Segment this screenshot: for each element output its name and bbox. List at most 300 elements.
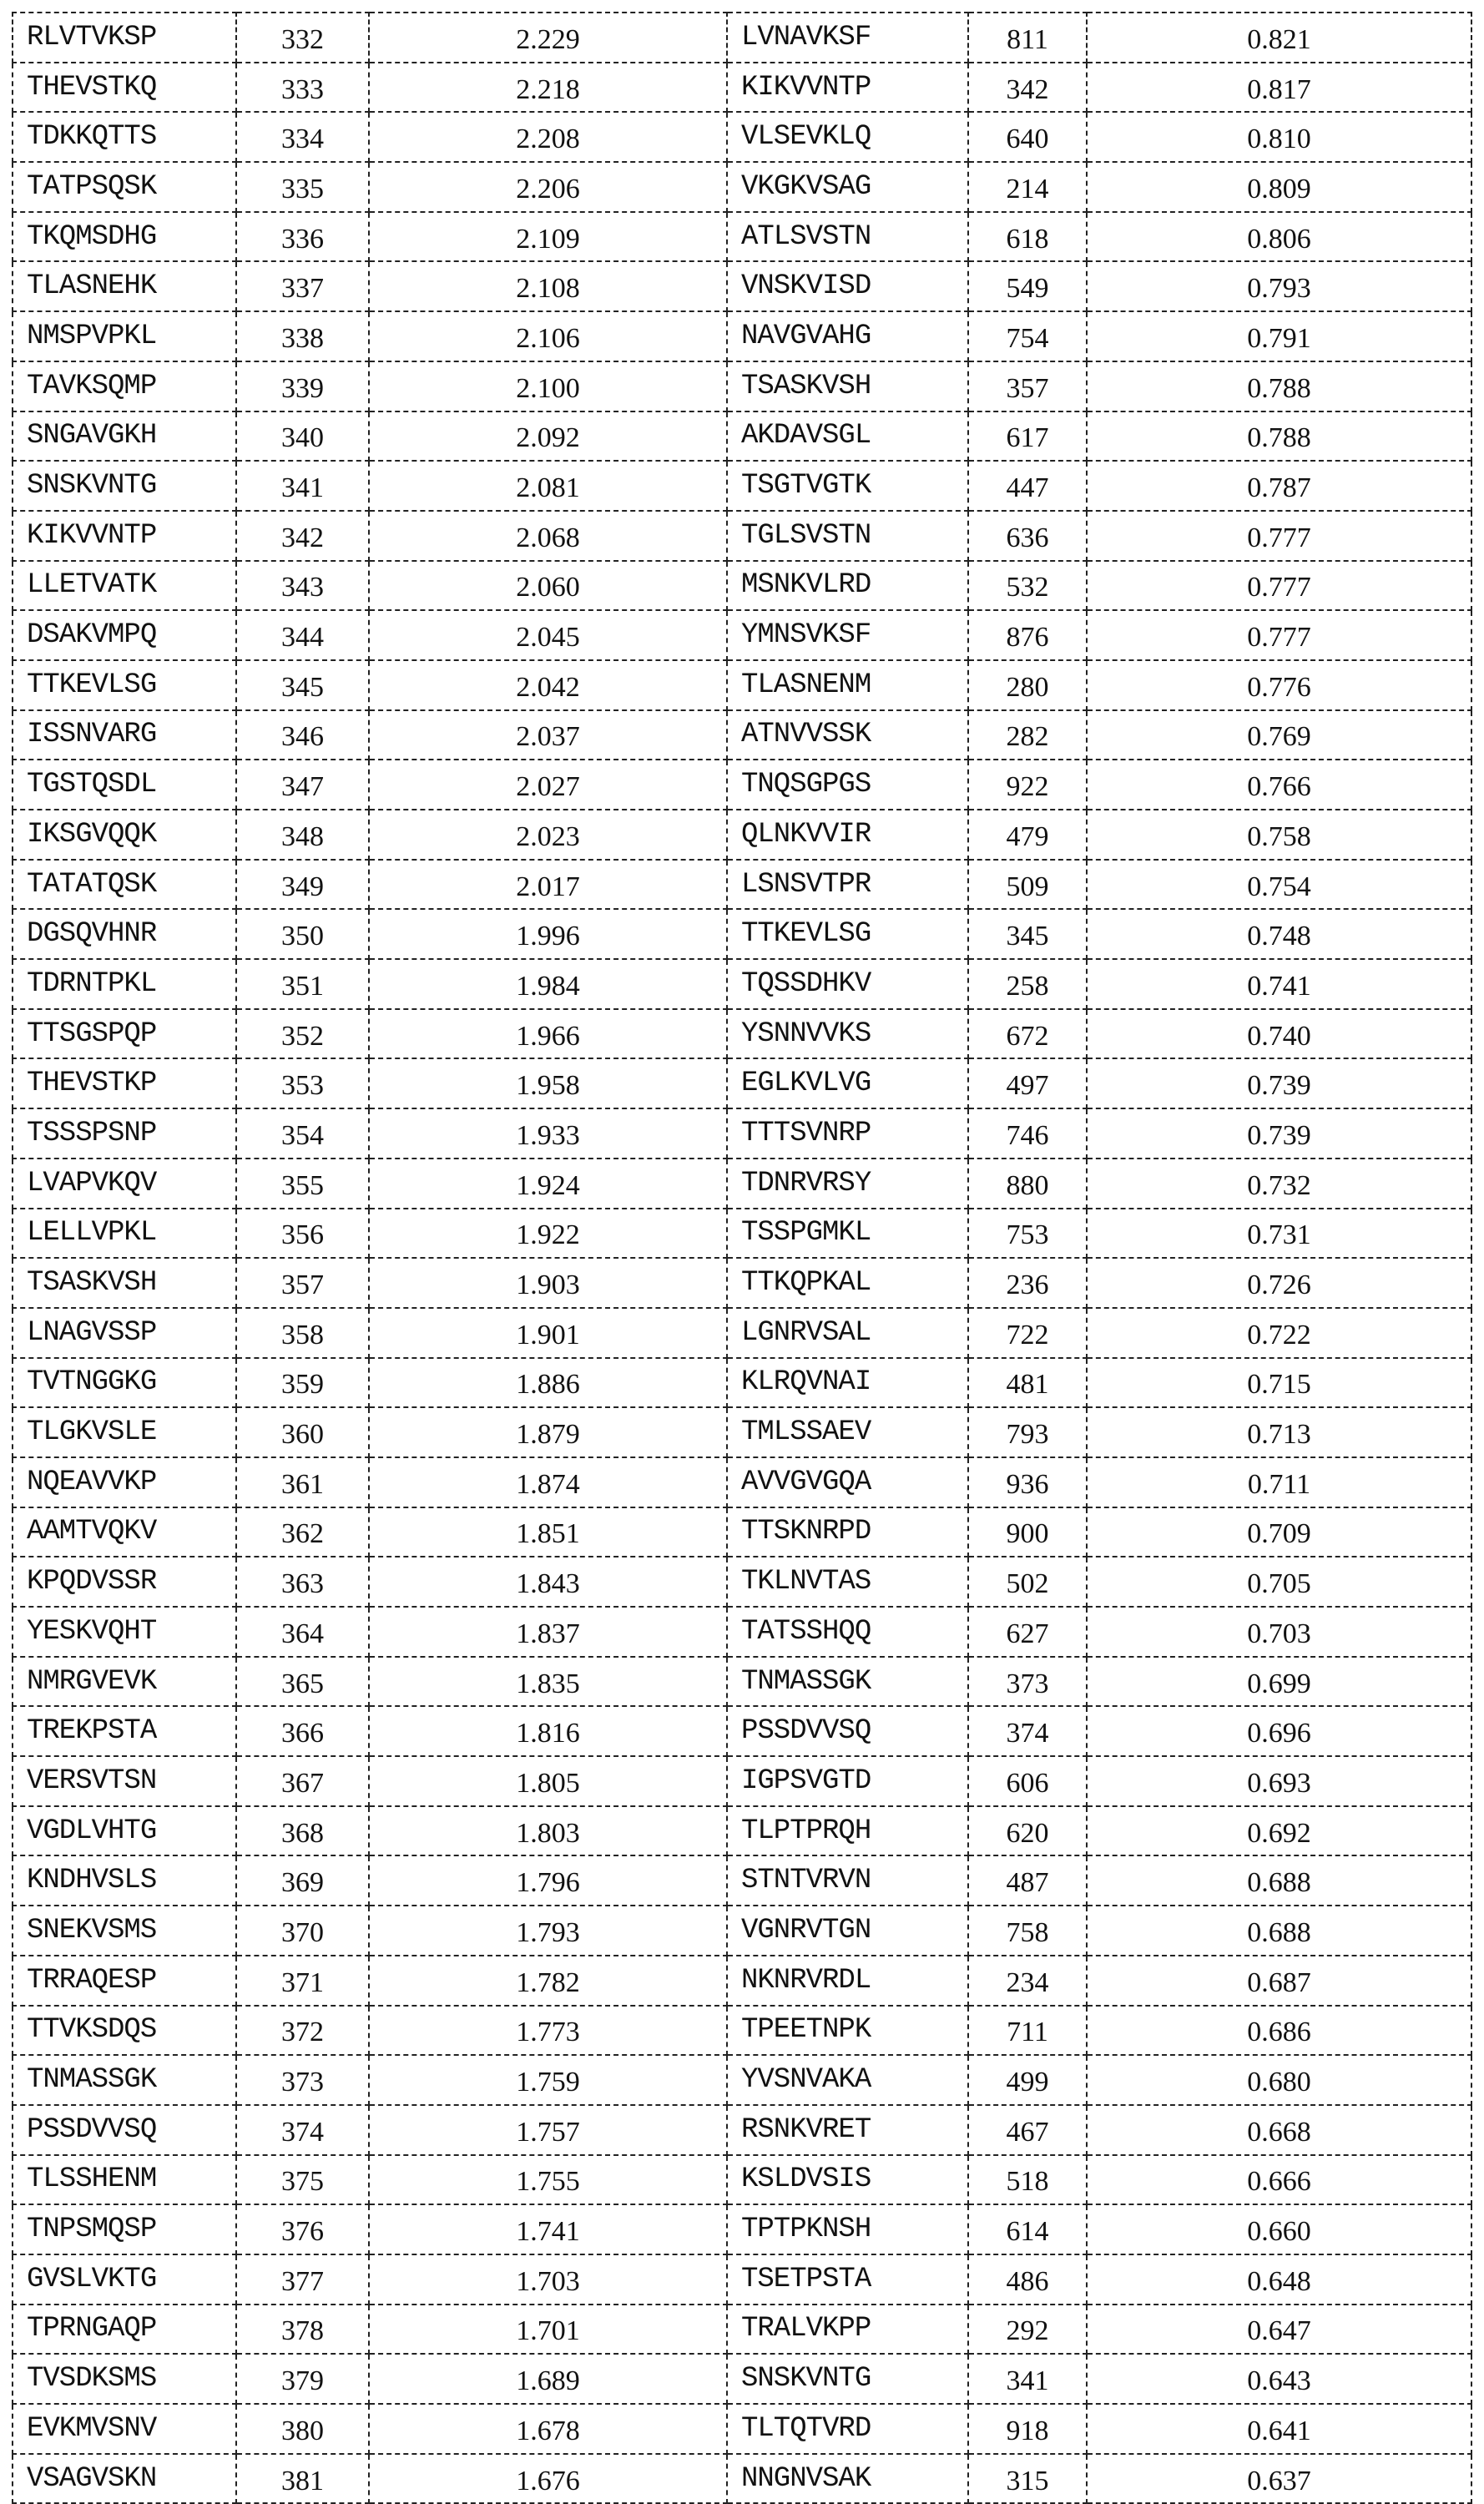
peptide-score-table [12,12,1472,2504]
sequence-cell: TVSDKSMS [13,2354,236,2404]
sequence-cell: TKLNVTAS [727,1557,968,1607]
sequence-cell: TGLSVSTN [727,511,968,561]
table-row [13,162,1471,212]
id-cell: 380 [236,2404,369,2454]
id-cell: 711 [968,2006,1087,2056]
sequence-cell: TLTQTVRD [727,2404,968,2454]
id-cell: 373 [968,1657,1087,1707]
id-cell: 340 [236,411,369,462]
id-cell: 378 [236,2305,369,2355]
table-row [13,461,1471,511]
table-row [13,1906,1471,1956]
score-cell: 1.805 [369,1756,727,1806]
id-cell: 499 [968,2055,1087,2105]
id-cell: 900 [968,1507,1087,1557]
table-row [13,1756,1471,1806]
id-cell: 753 [968,1209,1087,1259]
score-cell: 0.732 [1087,1159,1471,1209]
id-cell: 336 [236,212,369,262]
sequence-cell: TGSTQSDL [13,760,236,810]
table-row [13,610,1471,660]
id-cell: 234 [968,1956,1087,2006]
sequence-cell: TNMASSGK [727,1657,968,1707]
score-cell: 0.643 [1087,2354,1471,2404]
score-cell: 1.837 [369,1607,727,1657]
id-cell: 487 [968,1855,1087,1906]
id-cell: 352 [236,1009,369,1059]
table-row [13,1209,1471,1259]
score-cell: 1.796 [369,1855,727,1906]
table-row [13,411,1471,462]
score-cell: 1.958 [369,1058,727,1108]
score-cell: 0.687 [1087,1956,1471,2006]
sequence-cell: IKSGVQQK [13,810,236,860]
id-cell: 640 [968,112,1087,162]
score-cell: 2.092 [369,411,727,462]
sequence-cell: YVSNVAKA [727,2055,968,2105]
sequence-cell: DGSQVHNR [13,909,236,959]
score-cell: 0.648 [1087,2254,1471,2305]
id-cell: 532 [968,561,1087,611]
id-cell: 348 [236,810,369,860]
sequence-cell: ATLSVSTN [727,212,968,262]
sequence-cell: IGPSVGTD [727,1756,968,1806]
score-cell: 1.879 [369,1407,727,1457]
id-cell: 354 [236,1108,369,1159]
table-row [13,2354,1471,2404]
sequence-cell: ISSNVARG [13,710,236,760]
sequence-cell: TTKEVLSG [13,660,236,710]
table-row [13,860,1471,910]
score-cell: 1.996 [369,909,727,959]
sequence-cell: YMNSVKSF [727,610,968,660]
score-cell: 0.776 [1087,660,1471,710]
score-cell: 1.984 [369,959,727,1009]
id-cell: 280 [968,660,1087,710]
sequence-cell: VERSVTSN [13,1756,236,1806]
table-row [13,2404,1471,2454]
id-cell: 722 [968,1308,1087,1358]
id-cell: 333 [236,63,369,113]
sequence-cell: SNSKVNTG [13,461,236,511]
score-cell: 0.715 [1087,1358,1471,1408]
sequence-cell: VNSKVISD [727,261,968,311]
table-row [13,1507,1471,1557]
sequence-cell: NMSPVPKL [13,311,236,361]
score-cell: 0.787 [1087,461,1471,511]
id-cell: 365 [236,1657,369,1707]
sequence-cell: DSAKVMPQ [13,610,236,660]
score-cell: 2.208 [369,112,727,162]
sequence-cell: VGDLVHTG [13,1806,236,1856]
score-cell: 0.739 [1087,1058,1471,1108]
score-cell: 1.843 [369,1557,727,1607]
score-cell: 0.713 [1087,1407,1471,1457]
score-cell: 0.688 [1087,1855,1471,1906]
table-row [13,810,1471,860]
score-cell: 0.688 [1087,1906,1471,1956]
sequence-cell: TTKQPKAL [727,1258,968,1308]
score-cell: 2.109 [369,212,727,262]
score-cell: 1.816 [369,1706,727,1756]
sequence-cell: THEVSTKQ [13,63,236,113]
score-cell: 0.748 [1087,909,1471,959]
sequence-cell: NAVGVAHG [727,311,968,361]
id-cell: 880 [968,1159,1087,1209]
id-cell: 486 [968,2254,1087,2305]
sequence-cell: TLGKVSLE [13,1407,236,1457]
id-cell: 332 [236,13,369,63]
table-row [13,1657,1471,1707]
score-cell: 1.886 [369,1358,727,1408]
table-row [13,261,1471,311]
sequence-cell: SNSKVNTG [727,2354,968,2404]
score-cell: 0.739 [1087,1108,1471,1159]
sequence-cell: LLETVATK [13,561,236,611]
score-cell: 0.692 [1087,1806,1471,1856]
score-cell: 0.699 [1087,1657,1471,1707]
score-cell: 2.045 [369,610,727,660]
score-cell: 1.874 [369,1457,727,1507]
score-cell: 1.835 [369,1657,727,1707]
score-cell: 2.206 [369,162,727,212]
id-cell: 379 [236,2354,369,2404]
id-cell: 617 [968,411,1087,462]
id-cell: 353 [236,1058,369,1108]
score-cell: 2.100 [369,361,727,411]
id-cell: 367 [236,1756,369,1806]
sequence-cell: VLSEVKLQ [727,112,968,162]
table-row [13,1159,1471,1209]
id-cell: 372 [236,2006,369,2056]
score-cell: 2.042 [369,660,727,710]
score-cell: 1.741 [369,2204,727,2254]
sequence-cell: EGLKVLVG [727,1058,968,1108]
score-cell: 2.108 [369,261,727,311]
score-cell: 0.777 [1087,511,1471,561]
id-cell: 359 [236,1358,369,1408]
sequence-cell: QLNKVVIR [727,810,968,860]
id-cell: 346 [236,710,369,760]
id-cell: 370 [236,1906,369,1956]
id-cell: 362 [236,1507,369,1557]
table-row [13,959,1471,1009]
table-row [13,660,1471,710]
table-row [13,1806,1471,1856]
score-cell: 0.777 [1087,561,1471,611]
sequence-cell: STNTVRVN [727,1855,968,1906]
sequence-cell: PSSDVVSQ [727,1706,968,1756]
id-cell: 358 [236,1308,369,1358]
sequence-cell: LGNRVSAL [727,1308,968,1358]
score-cell: 1.701 [369,2305,727,2355]
sequence-cell: PSSDVVSQ [13,2105,236,2155]
sequence-cell: LVNAVKSF [727,13,968,63]
score-cell: 1.966 [369,1009,727,1059]
sequence-cell: KNDHVSLS [13,1855,236,1906]
sequence-cell: TREKPSTA [13,1706,236,1756]
table-row [13,1457,1471,1507]
table-row [13,2055,1471,2105]
id-cell: 361 [236,1457,369,1507]
sequence-cell: TTVKSDQS [13,2006,236,2056]
id-cell: 368 [236,1806,369,1856]
id-cell: 366 [236,1706,369,1756]
id-cell: 341 [968,2354,1087,2404]
score-cell: 0.680 [1087,2055,1471,2105]
id-cell: 636 [968,511,1087,561]
table-row [13,760,1471,810]
score-cell: 0.709 [1087,1507,1471,1557]
sequence-cell: TSASKVSH [13,1258,236,1308]
sequence-cell: GVSLVKTG [13,2254,236,2305]
id-cell: 349 [236,860,369,910]
sequence-cell: RLVTVKSP [13,13,236,63]
sequence-cell: SNEKVSMS [13,1906,236,1956]
score-cell: 1.851 [369,1507,727,1557]
sequence-cell: TSASKVSH [727,361,968,411]
score-cell: 0.703 [1087,1607,1471,1657]
score-cell: 1.755 [369,2155,727,2205]
score-cell: 1.759 [369,2055,727,2105]
table-row [13,1407,1471,1457]
table-row [13,1956,1471,2006]
table-row [13,311,1471,361]
id-cell: 502 [968,1557,1087,1607]
sequence-cell: TPTPKNSH [727,2204,968,2254]
id-cell: 357 [968,361,1087,411]
sequence-cell: YESKVQHT [13,1607,236,1657]
id-cell: 344 [236,610,369,660]
id-cell: 315 [968,2454,1087,2504]
score-cell: 0.660 [1087,2204,1471,2254]
score-cell: 0.769 [1087,710,1471,760]
sequence-cell: TSGTVGTK [727,461,968,511]
table-row [13,112,1471,162]
table-row [13,13,1471,63]
id-cell: 371 [236,1956,369,2006]
id-cell: 618 [968,212,1087,262]
sequence-cell: KIKVVNTP [727,63,968,113]
score-cell: 2.037 [369,710,727,760]
sequence-cell: SNGAVGKH [13,411,236,462]
id-cell: 509 [968,860,1087,910]
sequence-cell: TNPSMQSP [13,2204,236,2254]
sequence-cell: TTKEVLSG [727,909,968,959]
id-cell: 614 [968,2204,1087,2254]
score-cell: 0.809 [1087,162,1471,212]
id-cell: 350 [236,909,369,959]
sequence-cell: NKNRVRDL [727,1956,968,2006]
sequence-cell: TDRNTPKL [13,959,236,1009]
score-cell: 1.689 [369,2354,727,2404]
id-cell: 375 [236,2155,369,2205]
id-cell: 347 [236,760,369,810]
score-cell: 0.766 [1087,760,1471,810]
id-cell: 343 [236,561,369,611]
sequence-cell: TRALVKPP [727,2305,968,2355]
score-cell: 0.821 [1087,13,1471,63]
sequence-cell: THEVSTKP [13,1058,236,1108]
id-cell: 518 [968,2155,1087,2205]
id-cell: 936 [968,1457,1087,1507]
id-cell: 369 [236,1855,369,1906]
id-cell: 811 [968,13,1087,63]
sequence-cell: TTSKNRPD [727,1507,968,1557]
sequence-cell: KSLDVSIS [727,2155,968,2205]
table-row [13,1108,1471,1159]
table-row [13,909,1471,959]
sequence-cell: RSNKVRET [727,2105,968,2155]
id-cell: 746 [968,1108,1087,1159]
id-cell: 381 [236,2454,369,2504]
score-cell: 0.777 [1087,610,1471,660]
sequence-cell: VSAGVSKN [13,2454,236,2504]
sequence-cell: TRRAQESP [13,1956,236,2006]
sequence-cell: TATSSHQQ [727,1607,968,1657]
score-cell: 0.731 [1087,1209,1471,1259]
score-cell: 1.933 [369,1108,727,1159]
score-cell: 0.741 [1087,959,1471,1009]
table-row [13,1607,1471,1657]
score-cell: 2.229 [369,13,727,63]
id-cell: 363 [236,1557,369,1607]
id-cell: 342 [236,511,369,561]
id-cell: 377 [236,2254,369,2305]
score-cell: 1.703 [369,2254,727,2305]
id-cell: 627 [968,1607,1087,1657]
table-row [13,1855,1471,1906]
sequence-cell: LELLVPKL [13,1209,236,1259]
table-row [13,2204,1471,2254]
sequence-cell: KLRQVNAI [727,1358,968,1408]
score-cell: 0.668 [1087,2105,1471,2155]
sequence-cell: LVAPVKQV [13,1159,236,1209]
score-cell: 2.023 [369,810,727,860]
id-cell: 338 [236,311,369,361]
id-cell: 282 [968,710,1087,760]
score-cell: 1.676 [369,2454,727,2504]
score-cell: 2.068 [369,511,727,561]
sequence-cell: KIKVVNTP [13,511,236,561]
sequence-cell: AKDAVSGL [727,411,968,462]
id-cell: 337 [236,261,369,311]
table-row [13,2454,1471,2504]
score-cell: 0.696 [1087,1706,1471,1756]
score-cell: 0.722 [1087,1308,1471,1358]
sequence-cell: TTTSVNRP [727,1108,968,1159]
id-cell: 334 [236,112,369,162]
table-row [13,2155,1471,2205]
score-cell: 1.793 [369,1906,727,1956]
sequence-cell: KPQDVSSR [13,1557,236,1607]
score-cell: 2.060 [369,561,727,611]
sequence-cell: TSETPSTA [727,2254,968,2305]
id-cell: 497 [968,1058,1087,1108]
sequence-cell: TNQSGPGS [727,760,968,810]
score-cell: 0.793 [1087,261,1471,311]
id-cell: 922 [968,760,1087,810]
sequence-cell: NNGNVSAK [727,2454,968,2504]
sequence-cell: TATATQSK [13,860,236,910]
sequence-cell: TATPSQSK [13,162,236,212]
table-row [13,1058,1471,1108]
sequence-cell: TVTNGGKG [13,1358,236,1408]
id-cell: 479 [968,810,1087,860]
score-cell: 0.726 [1087,1258,1471,1308]
score-cell: 2.017 [369,860,727,910]
sequence-cell: TTSGSPQP [13,1009,236,1059]
table-row [13,1706,1471,1756]
score-cell: 0.810 [1087,112,1471,162]
id-cell: 356 [236,1209,369,1259]
id-cell: 481 [968,1358,1087,1408]
sequence-cell: TPRNGAQP [13,2305,236,2355]
id-cell: 754 [968,311,1087,361]
id-cell: 918 [968,2404,1087,2454]
id-cell: 360 [236,1407,369,1457]
sequence-cell: MSNKVLRD [727,561,968,611]
id-cell: 364 [236,1607,369,1657]
score-cell: 0.705 [1087,1557,1471,1607]
sequence-cell: VKGKVSAG [727,162,968,212]
table-row [13,2006,1471,2056]
sequence-cell: TSSPGMKL [727,1209,968,1259]
score-cell: 0.758 [1087,810,1471,860]
score-cell: 2.106 [369,311,727,361]
id-cell: 214 [968,162,1087,212]
id-cell: 345 [236,660,369,710]
id-cell: 606 [968,1756,1087,1806]
id-cell: 292 [968,2305,1087,2355]
sequence-cell: NMRGVEVK [13,1657,236,1707]
id-cell: 549 [968,261,1087,311]
table-row [13,1557,1471,1607]
sequence-cell: TPEETNPK [727,2006,968,2056]
sequence-cell: LSNSVTPR [727,860,968,910]
id-cell: 758 [968,1906,1087,1956]
sequence-cell: NQEAVVKP [13,1457,236,1507]
sequence-cell: AAMTVQKV [13,1507,236,1557]
sequence-cell: TSSSPSNP [13,1108,236,1159]
table-row [13,1308,1471,1358]
score-cell: 1.901 [369,1308,727,1358]
score-cell: 0.693 [1087,1756,1471,1806]
sequence-cell: TAVKSQMP [13,361,236,411]
score-cell: 0.791 [1087,311,1471,361]
score-cell: 0.806 [1087,212,1471,262]
id-cell: 374 [968,1706,1087,1756]
sequence-cell: TLASNENM [727,660,968,710]
id-cell: 341 [236,461,369,511]
score-cell: 0.711 [1087,1457,1471,1507]
table-row [13,2305,1471,2355]
score-cell: 0.641 [1087,2404,1471,2454]
id-cell: 355 [236,1159,369,1209]
score-cell: 0.817 [1087,63,1471,113]
sequence-cell: TKQMSDHG [13,212,236,262]
id-cell: 339 [236,361,369,411]
id-cell: 236 [968,1258,1087,1308]
id-cell: 351 [236,959,369,1009]
id-cell: 672 [968,1009,1087,1059]
sequence-cell: EVKMVSNV [13,2404,236,2454]
score-cell: 1.757 [369,2105,727,2155]
table-row [13,561,1471,611]
score-cell: 0.666 [1087,2155,1471,2205]
table-row [13,511,1471,561]
sequence-cell: TDKKQTTS [13,112,236,162]
